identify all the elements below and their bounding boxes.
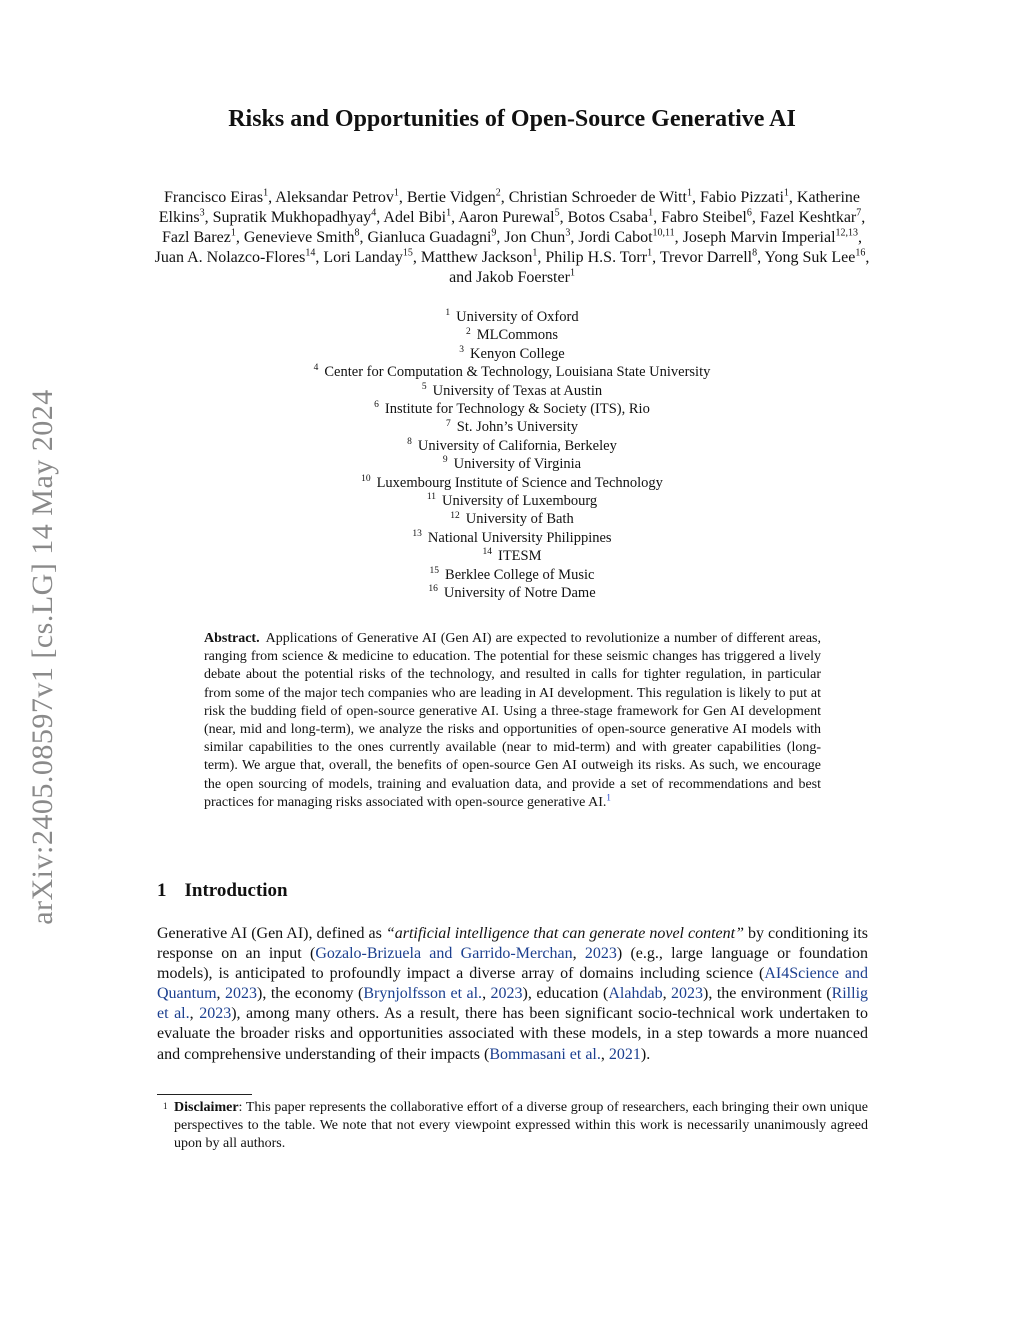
affiliation-name: Institute for Technology & Society (ITS), Rio — [384, 401, 650, 418]
author-affiliation-mark: 1 — [783, 187, 789, 199]
citation-link[interactable]: Bommasani et al. — [489, 1045, 601, 1063]
affiliation-item — [150, 418, 874, 436]
section-number: 1 — [157, 880, 167, 901]
author-name: Yong Suk Lee — [764, 249, 856, 266]
affiliation-number: 13 — [412, 529, 422, 540]
author-affiliation-mark: 5 — [554, 207, 560, 219]
author-name: Jakob Foerster — [476, 269, 570, 286]
author-joiner: and — [449, 269, 473, 286]
author-name: Fazl Barez — [161, 229, 231, 246]
intro-text: , — [600, 1045, 609, 1063]
intro-text: ). — [640, 1045, 651, 1063]
affiliation-item — [150, 455, 874, 473]
citation-year-link[interactable]: 2023 — [490, 985, 523, 1003]
author-affiliation-mark: 9 — [491, 227, 497, 239]
intro-text: , — [482, 985, 491, 1003]
author-affiliation-mark: 2 — [495, 187, 501, 199]
intro-quote: “artificial intelligence that can generate novel content” — [385, 925, 744, 942]
affiliation-list — [150, 308, 874, 603]
author-list: Francisco Eiras$^1$, Aleksandar Petrov$^1$, Bertie Vidgen$^2$, Christian Schroeder de Witt$^1$, Fabio Pizzati$^1$, Katherine Elkins$^3$, Supratik Mukhopadhyay$^4$, Adel Bibi$^1$, Aaron Purewal$^5$, Botos Csaba$^1$, Fabro Steibel$^6$, Fazel Keshtkar$^7$, Fazl Barez$^1$, Genevieve Smith$^8$, Gianluca Guadagni$^9$, Jon Chun$^3$, Jordi Cabot$^{10,11}$, Joseph Marvin Imperial$^{12,13}$, Juan A. Nolazco-Flores$^{14}$, Lori Landay$^{15}$, Matthew Jackson$^1$, Philip H.S. Torr$^1$, Trevor Darrell$^8$, Yong Suk Lee$^{16}$, and Jakob Foerster$^1$ — [154, 187, 870, 286]
author-name: Christian Schroeder de Witt — [508, 189, 687, 206]
affiliation-number: 15 — [429, 565, 440, 576]
affiliation-item — [150, 437, 874, 455]
affiliation-name: MLCommons — [476, 327, 559, 344]
author-affiliation-mark: 10,11 — [652, 227, 675, 239]
intro-text: , — [189, 1005, 200, 1023]
affiliation-name: University of Notre Dame — [443, 585, 596, 602]
intro-text: ) (e.g., large language or foundation models), is anticipated to profoundly impact a diverse array of domains including science ( — [157, 945, 869, 983]
affiliation-name: Kenyon College — [470, 345, 565, 362]
paper-title: Risks and Opportunities of Open-Source Generative AI — [228, 106, 796, 132]
author-affiliation-mark: 1 — [446, 207, 452, 219]
affiliation-name: Berklee College of Music — [445, 566, 595, 583]
intro-text: , — [572, 945, 585, 963]
author-affiliation-mark: 12,13 — [835, 227, 859, 239]
author-name: Philip H.S. Torr — [545, 249, 648, 266]
affiliation-number: 8 — [407, 437, 412, 448]
footnote — [157, 1099, 868, 1154]
author-affiliation-mark: 1 — [263, 187, 269, 199]
author-affiliation-mark: 3 — [565, 227, 571, 239]
footnote-text: : This paper represents the collaborative effort of a diverse group of researchers, each bringing their own unique perspectives to the table. We note that not every viewpoint expressed within this work is necessarily unanimously agreed upon by all authors. — [174, 1100, 868, 1152]
abstract-text: Applications of Generative AI (Gen AI) are expected to revolutionize a number of different areas, ranging from science & medicine to education. The potential for these seismic changes has triggered a lively debate about the potential risks of the technology, and resulted in calls for tighter regulation, in particular from some of the major tech companies who are leading in AI development. This regulation is likely to put at risk the budding field of open-source generative AI. Using a three-stage framework for Gen AI development (near, mid and long-term), we analyze the risks and opportunities of open-source generative AI models with similar capabilities to the ones currently available (near to mid-term) and with greater capabilities (long-term). We argue that, overall, the benefits of open-source Gen AI outweigh its risks. As such, we encourage the open sourcing of models, training and evaluation data, and provide a set of recommendations and best practices for managing risks associated with open-source generative AI. — [204, 631, 821, 810]
affiliation-number: 11 — [426, 492, 436, 503]
citation-link[interactable]: Gozalo-Brizuela and Garrido-Merchan — [315, 945, 573, 963]
affiliation-item — [150, 400, 874, 418]
author-affiliation-mark: 3 — [199, 207, 205, 219]
affiliation-item — [150, 363, 874, 381]
affiliation-number: 10 — [361, 473, 371, 484]
author-affiliation-mark: 8 — [354, 227, 360, 239]
intro-text: , — [662, 985, 672, 1003]
author-name: Bertie Vidgen — [406, 189, 496, 206]
author-name: Aleksandar Petrov — [275, 189, 394, 206]
affiliation-name: University of Texas at Austin — [432, 382, 603, 399]
affiliation-number: 16 — [428, 584, 438, 595]
author-name: Adel Bibi — [383, 209, 447, 226]
author-affiliation-mark: 8 — [752, 247, 758, 259]
author-name: Aaron Purewal — [458, 209, 555, 226]
affiliation-number: 7 — [446, 418, 451, 429]
affiliation-item — [150, 584, 874, 602]
affiliation-item — [150, 547, 874, 565]
affiliation-number: 2 — [465, 326, 471, 337]
author-name: Trevor Darrell — [659, 249, 753, 266]
author-name: Juan A. Nolazco-Flores — [154, 249, 306, 266]
author-affiliation-mark: 1 — [569, 267, 575, 279]
author-affiliation-mark: 1 — [648, 207, 654, 219]
author-name: Katherine Elkins — [158, 189, 860, 226]
author-name: Lori Landay — [323, 249, 403, 266]
author-affiliation-mark: 4 — [371, 207, 377, 219]
author-affiliation-mark: 1 — [647, 247, 653, 259]
affiliation-name: ITESM — [498, 548, 542, 565]
footnote-number: 1 — [163, 1101, 168, 1111]
intro-text: ), education ( — [522, 985, 609, 1003]
citation-year-link[interactable]: 2023 — [225, 985, 258, 1003]
affiliation-item — [150, 529, 874, 547]
affiliation-number: 3 — [459, 344, 465, 355]
author-affiliation-mark: 7 — [856, 207, 862, 219]
citation-link[interactable]: AI4Science and Quantum — [157, 965, 869, 1003]
citation-year-link[interactable]: 2023 — [199, 1005, 232, 1023]
intro-text: by conditioning its response on an input ( — [157, 925, 869, 963]
author-affiliation-mark: 1 — [686, 187, 692, 199]
author-name: Joseph Marvin Imperial — [682, 229, 836, 246]
author-name: Botos Csaba — [567, 209, 649, 226]
abstract-label: Abstract. — [204, 631, 260, 646]
author-name: Fazel Keshtkar — [759, 209, 857, 226]
affiliation-number: 4 — [313, 363, 319, 374]
author-affiliation-mark: 1 — [532, 247, 538, 259]
affiliation-number: 1 — [445, 308, 451, 319]
intro-text: Generative AI (Gen AI), defined as — [157, 925, 386, 942]
footnote-divider — [157, 1094, 252, 1095]
intro-text: ), among many others. As a result, there has been significant socio-technical work undertaken to evaluate the broader risks and opportunities associated with these models, in a step towards a more nuanced and comprehensive understanding of their impacts ( — [157, 1005, 869, 1063]
affiliation-name: Center for Computation & Technology, Louisiana State University — [324, 364, 711, 381]
affiliation-number: 6 — [374, 400, 379, 411]
citation-year-link[interactable]: 2021 — [608, 1045, 641, 1063]
citation-link[interactable]: Brynjolfsson et al. — [363, 985, 483, 1003]
affiliation-item — [150, 326, 874, 344]
author-affiliation-mark: 15 — [402, 247, 413, 259]
citation-year-link[interactable]: 2023 — [671, 985, 704, 1003]
author-name: Supratik Mukhopadhyay — [212, 209, 372, 226]
intro-text: , — [216, 985, 226, 1003]
author-affiliation-mark: 1 — [230, 227, 236, 239]
affiliation-name: Luxembourg Institute of Science and Technology — [376, 474, 663, 491]
abstract — [204, 630, 821, 812]
author-name: Jordi Cabot — [578, 229, 653, 246]
footnote-label: Disclaimer — [174, 1100, 239, 1115]
author-name: Fabio Pizzati — [699, 189, 784, 206]
affiliation-name: St. John’s University — [456, 419, 578, 436]
intro-paragraph — [157, 924, 868, 1065]
citation-year-link[interactable]: 2023 — [584, 945, 617, 963]
intro-text: ), the economy ( — [257, 985, 364, 1003]
affiliation-number: 5 — [421, 381, 427, 392]
author-name: Jon Chun — [504, 229, 566, 246]
author-name: Francisco Eiras — [164, 189, 264, 206]
citation-link[interactable]: Alahdab — [608, 985, 663, 1003]
affiliation-item — [150, 308, 874, 326]
affiliation-name: University of California, Berkeley — [417, 437, 617, 454]
abstract-footnote-link[interactable]: 1 — [606, 792, 611, 803]
section-title: Introduction — [184, 880, 288, 901]
affiliation-item — [150, 474, 874, 492]
affiliation-item — [150, 492, 874, 510]
affiliation-name: University of Luxembourg — [441, 493, 598, 510]
affiliation-item — [150, 345, 874, 363]
author-affiliation-mark: 1 — [393, 187, 399, 199]
author-affiliation-mark: 14 — [305, 247, 316, 259]
author-name: Matthew Jackson — [420, 249, 533, 266]
affiliation-name: University of Oxford — [456, 309, 579, 325]
affiliation-name: National University Philippines — [427, 529, 612, 546]
affiliation-item — [150, 566, 874, 584]
affiliation-item — [150, 510, 874, 528]
author-name: Genevieve Smith — [243, 229, 355, 246]
citation-link[interactable]: Rillig et al. — [157, 985, 869, 1023]
affiliation-number: 9 — [442, 455, 448, 466]
arxiv-identifier: arXiv:2405.08597v1 [cs.LG] 14 May 2024 — [26, 389, 59, 925]
author-affiliation-mark: 6 — [746, 207, 752, 219]
affiliation-item — [150, 382, 874, 400]
affiliation-number: 12 — [450, 510, 460, 521]
affiliation-number: 14 — [482, 547, 492, 558]
affiliation-name: University of Virginia — [453, 456, 582, 473]
affiliation-name: University of Bath — [465, 511, 574, 528]
author-name: Gianluca Guadagni — [367, 229, 492, 246]
intro-text: ), the environment ( — [703, 985, 832, 1003]
author-name: Fabro Steibel — [661, 209, 747, 226]
section-heading — [157, 880, 288, 902]
author-affiliation-mark: 16 — [855, 247, 866, 259]
